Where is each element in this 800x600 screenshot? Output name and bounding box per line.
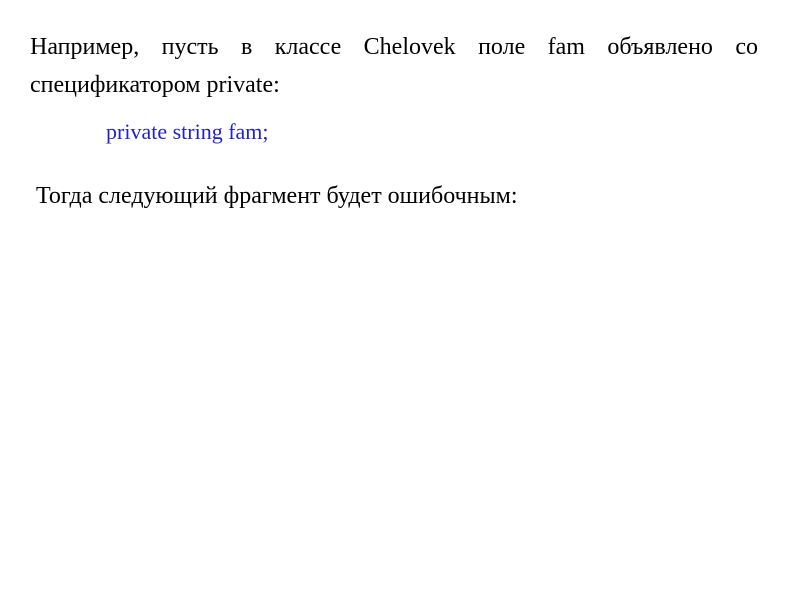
intro-paragraph: Например, пусть в классе Chelovek поле fam объявлено со спецификатором private: (30, 34, 758, 98)
followup-paragraph: Тогда следующий фрагмент будет ошибочным: (36, 183, 518, 209)
code-snippet: private string fam; (106, 119, 269, 144)
